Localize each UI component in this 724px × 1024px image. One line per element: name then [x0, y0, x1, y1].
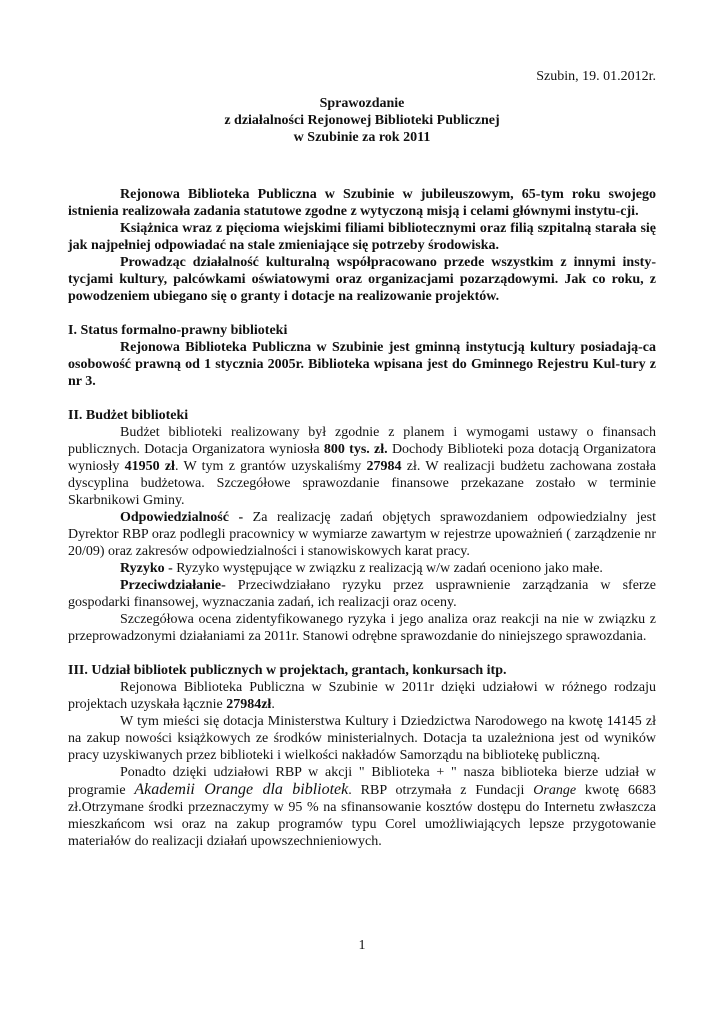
- section-projects: [68, 662, 656, 850]
- counteraction-label: Przeciwdziałanie-: [120, 578, 226, 593]
- responsibility-paragraph: [68, 509, 656, 560]
- title-line-2: z działalności Rejonowej Biblioteki Publicznej: [224, 113, 500, 128]
- projects-paragraph-3: [68, 764, 656, 850]
- projects-total-value: 27984zł: [226, 697, 272, 712]
- title-line-3: w Szubinie za rok 2011: [293, 130, 431, 145]
- risk-assessment-paragraph: Szczegółowa ocena zidentyfikowanego ryzyka i jego analiza oraz reakcji na nie w związku z przeprowadzonymi działaniami za 2011r. Stanowi odrębne sprawozdanie do niniejszego sprawozdania.: [68, 612, 656, 644]
- intro-paragraph-1: Rejonowa Biblioteka Publiczna w Szubinie w jubileuszowym, 65-tym roku swojego istnienia realizowała zadania statutowe zgodne z wytyczoną misją i celami głównymi instytu-cji.: [68, 187, 656, 219]
- orange-academy-name: Akademii Orange dla bibliotek: [134, 781, 349, 798]
- projects-text-3a: Ponadto dzięki udziałowi RBP w akcji " Biblioteka + " nasza biblioteka bierze udział w programie: [68, 765, 656, 798]
- budget-income-value: 41950 zł: [124, 459, 175, 474]
- intro-section: [68, 186, 656, 305]
- document-date: Szubin, 19. 01.2012r.: [536, 69, 656, 84]
- counteraction-text: Przeciwdziałano ryzyku przez usprawnienie zarządzania w sferze gospodarki finansowej, wyznaczania zadań, ich realizacji oraz oceny.: [68, 578, 656, 610]
- intro-paragraph-2: Książnica wraz z pięcioma wiejskimi filiami bibliotecznymi oraz filią szpitalną starała się jak najpełniej odpowiadać na stale zmieniające się potrzeby środowiska.: [68, 221, 656, 253]
- risk-paragraph: [68, 560, 656, 577]
- section-status-heading: I. Status formalno-prawny biblioteki: [68, 323, 288, 338]
- section-budget-heading: II. Budżet biblioteki: [68, 408, 189, 423]
- budget-text-g: zł. W realizacji budżetu zachowana została dyscyplina budżetowa. Szczegółowe sprawozdanie finansowe przekazane zostało w terminie Skarbnikowi Gminy.: [68, 459, 656, 508]
- budget-text-e: . W tym z grantów uzyskaliśmy: [174, 459, 367, 474]
- section-status-paragraph: Rejonowa Biblioteka Publiczna w Szubinie jest gminną instytucją kultury posiadają-ca osobowość prawną od 1 stycznia 2005r. Biblioteka wpisana jest do Gminnego Rejestru Kul-tury z nr 3.: [68, 340, 656, 389]
- projects-text-a: Rejonowa Biblioteka Publiczna w Szubinie w 2011r dzięki udziałowi w różnego rodzaju projektach uzyskała łącznie: [68, 680, 656, 712]
- counteraction-paragraph: [68, 577, 656, 611]
- intro-paragraph-3: Prowadząc działalność kulturalną współpracowano przede wszystkim z innymi insty-tycjami kultury, palcówkami oświatowymi oraz organizacjami pozarządowymi. Jak co roku, z powodzeniem ubiegano się o granty i dotacje na realizowanie projektów.: [68, 255, 656, 304]
- section-budget: [68, 407, 656, 645]
- projects-paragraph-2: W tym mieści się dotacja Ministerstwa Kultury i Dziedzictwa Narodowego na kwotę 14145 zł na zakup nowości książkowych ze środków ministerialnych. Dotacja ta uzależniona jest od wyników pracy uzyskiwanych przez biblioteki i wielkości nakładów Samorządu na bibliotekę publiczną.: [68, 714, 656, 763]
- projects-text-3c: . RBP otrzymała z Fundacji: [348, 783, 534, 798]
- responsibility-label: Odpowiedzialność -: [120, 510, 244, 525]
- budget-text-a: Budżet biblioteki realizowany był zgodnie z planem i wymogami ustawy o finansach publicznych. Dotacja Organizatora wyniosła: [68, 425, 656, 457]
- projects-paragraph-1: [68, 679, 656, 713]
- budget-grants-value: 27984: [366, 459, 402, 474]
- section-status: [68, 322, 656, 390]
- orange-foundation-name: Orange: [533, 783, 577, 798]
- page-number: 1: [358, 938, 366, 953]
- projects-text-c: .: [271, 697, 275, 712]
- risk-text: Ryzyko występujące w związku z realizacją w/w zadań oceniono jako małe.: [172, 561, 603, 576]
- responsibility-text: Za realizację zadań objętych sprawozdaniem odpowiedzialny jest Dyrektor RBP oraz podlegli pracownicy w wymiarze zawartym w rejestrze upoważnień ( zarządzenie nr 20/09) oraz zakresów odpowiedzialności i stanowiskowych karat pracy.: [68, 510, 656, 559]
- risk-label: Ryzyko -: [120, 561, 173, 576]
- title-line-1: Sprawozdanie: [319, 96, 405, 111]
- document-title: [68, 95, 656, 146]
- projects-text-3e: kwotę 6683 zł.Otrzymane środki przeznaczymy w 95 % na sfinansowanie kosztów dostępu do Internetu zwłaszcza mieszkańcom wsi oraz na zakup programów typu Corel umożliwiających lepsze przygotowanie materiałów do realizacji działań upowszechnieniowych.: [68, 783, 657, 849]
- budget-text-c: Dochody Biblioteki poza dotacją Organizatora wyniosły: [68, 442, 657, 474]
- budget-dotation-value: 800 tys. zł.: [323, 442, 388, 457]
- budget-paragraph-1: [68, 424, 656, 509]
- section-projects-heading: III. Udział bibliotek publicznych w projektach, grantach, konkursach itp.: [68, 663, 507, 678]
